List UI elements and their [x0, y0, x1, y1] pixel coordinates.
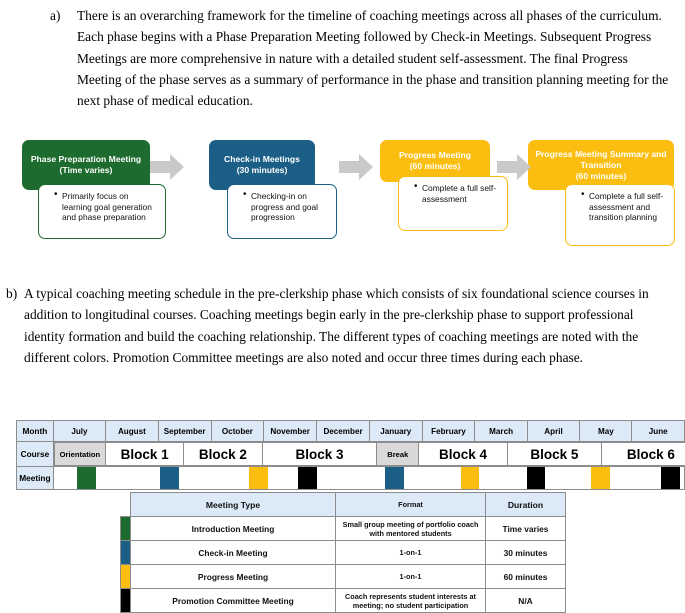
calendar-course-block: Orientation	[54, 442, 106, 466]
calendar-meeting-gap	[96, 467, 160, 489]
calendar-meeting-marker	[160, 467, 179, 489]
calendar-meeting-strip	[54, 467, 680, 489]
calendar-course-row	[17, 442, 685, 467]
calendar-course-block: Block 2	[184, 442, 262, 466]
flow-node-header-2	[209, 140, 315, 190]
legend-color-swatch	[121, 541, 131, 565]
calendar-meeting-marker	[249, 467, 268, 489]
paragraph-a-text: There is an overarching framework for the timeline of coaching meetings across all phases of the curriculum. Each phase begins with a Phase Preparation Meeting followed by Check-in Meetings. Subsequent Progress Meetings are more comprehensive in nature with a detailed student self-assessment. The final Progress Meeting of the phase serves as a summary of performance in the phase and transition planning meeting for the next phase of medical education.	[77, 8, 669, 109]
legend-meeting-type: Introduction Meeting	[131, 517, 336, 541]
legend-duration: Time varies	[486, 517, 566, 541]
calendar-course-block: Block 5	[508, 442, 602, 466]
legend-row	[121, 541, 566, 565]
calendar-course-block: Block 1	[106, 442, 184, 466]
legend-meeting-type: Progress Meeting	[131, 565, 336, 589]
calendar-course-container	[53, 442, 684, 467]
calendar-meeting-container	[53, 467, 684, 490]
flow-node-title: Progress Meeting Summary and Transition	[535, 148, 667, 170]
flow-node-duration: (60 minutes)	[575, 170, 627, 181]
calendar-meeting-marker	[77, 467, 97, 489]
right-arrow-icon	[150, 154, 186, 180]
flow-node-detail-4	[565, 184, 675, 246]
flow-node-header-4	[528, 140, 674, 190]
calendar-meeting-gap	[268, 467, 298, 489]
flow-node-header-text	[399, 150, 471, 172]
calendar-month-cell: November	[264, 421, 317, 442]
calendar-month-row	[17, 421, 685, 442]
flow-node-duration: (60 minutes)	[409, 161, 461, 171]
legend-swatch-spacer	[121, 493, 131, 517]
legend-row	[121, 517, 566, 541]
legend-header-3: Duration	[486, 493, 566, 517]
flow-node-bullet: • Complete a full self-assessment	[415, 183, 500, 204]
legend-duration: 60 minutes	[486, 565, 566, 589]
flow-node-title: Phase Preparation Meeting	[30, 154, 142, 164]
calendar-month-cell: October	[211, 421, 264, 442]
legend-row	[121, 565, 566, 589]
arrow-shaft	[497, 161, 519, 173]
calendar-month-cell: August	[106, 421, 159, 442]
legend-format: 1-on-1	[336, 565, 486, 589]
flow-node-bullet-list	[47, 191, 158, 223]
calendar-meeting-marker	[461, 467, 480, 489]
flow-node-bullet: • Checking-in on progress and goal progression	[244, 191, 329, 223]
arrow-shaft	[150, 161, 172, 173]
flow-node-duration: (Time varies)	[59, 165, 113, 175]
calendar-meeting-gap	[545, 467, 591, 489]
legend-header-2: Format	[336, 493, 486, 517]
coaching-meeting-flowchart	[0, 136, 685, 261]
calendar-row-label-meeting: Meeting	[17, 467, 54, 490]
flow-node-header-1	[22, 140, 150, 190]
flow-node-header-text	[532, 149, 670, 182]
legend-format: Small group meeting of portfolio coach with mentored students	[336, 517, 486, 541]
legend-body	[121, 493, 566, 613]
legend-duration: 30 minutes	[486, 541, 566, 565]
flow-node-bullet-list	[574, 191, 667, 223]
paragraph-b	[4, 283, 667, 368]
calendar-month-cell: January	[369, 421, 422, 442]
calendar-month-cell: December	[317, 421, 370, 442]
calendar-meeting-gap	[404, 467, 461, 489]
legend-duration: N/A	[486, 589, 566, 613]
calendar-meeting-gap	[479, 467, 527, 489]
flow-node-detail-2	[227, 184, 337, 239]
calendar-meeting-gap	[317, 467, 385, 489]
legend-row	[121, 589, 566, 613]
calendar-month-cell: March	[475, 421, 527, 442]
calendar-meeting-gap	[54, 467, 77, 489]
flow-node-detail-3	[398, 176, 508, 231]
meeting-type-legend-table	[120, 492, 566, 613]
calendar-body	[17, 421, 685, 490]
legend-meeting-type: Check-in Meeting	[131, 541, 336, 565]
flow-node-title: Check-in Meetings	[224, 154, 300, 164]
calendar-row-label-course: Course	[17, 442, 54, 467]
calendar-month-cell: September	[158, 421, 211, 442]
legend-header-1: Meeting Type	[131, 493, 336, 517]
calendar-meeting-marker	[298, 467, 317, 489]
calendar-course-block: Block 3	[263, 442, 378, 466]
calendar-meeting-marker	[385, 467, 404, 489]
calendar-course-block: Block 6	[602, 442, 685, 466]
flow-node-duration: (30 minutes)	[236, 165, 288, 175]
arrow-head	[359, 154, 373, 180]
paragraph-a-marker: a)	[50, 8, 61, 23]
legend-format: 1-on-1	[336, 541, 486, 565]
calendar-row-label-month: Month	[17, 421, 54, 442]
flow-node-bullet: • Complete a full self-assessment and transition planning	[582, 191, 667, 223]
calendar-meeting-gap	[610, 467, 662, 489]
legend-color-swatch	[121, 565, 131, 589]
legend-color-swatch	[121, 589, 131, 613]
flow-node-bullet: • Primarily focus on learning goal generation and phase preparation	[55, 191, 158, 223]
flow-node-header-text	[31, 154, 141, 176]
paragraph-a	[20, 5, 670, 111]
calendar-course-block: Break	[377, 442, 419, 466]
academic-year-calendar-table	[16, 420, 685, 490]
arrow-head	[170, 154, 184, 180]
calendar-month-cell: July	[53, 421, 105, 442]
calendar-course-block: Block 4	[419, 442, 508, 466]
calendar-month-cell: May	[580, 421, 632, 442]
legend-format: Coach represents student interests at meeting; no student participation	[336, 589, 486, 613]
flow-node-bullet-list	[407, 183, 500, 204]
arrow-shaft	[339, 161, 361, 173]
calendar-meeting-row	[17, 467, 685, 490]
flow-node-detail-1	[38, 184, 166, 239]
calendar-meeting-gap	[179, 467, 249, 489]
paragraph-b-text: A typical coaching meeting schedule in the pre-clerkship phase which consists of six foundational science courses in addition to longitudinal courses. Coaching meetings begin early in the pre-clerkship phase to support professional identity formation and build the coaching relationship. The different types of coaching meetings are noted with the different colors. Promotion Committee meetings are also noted and occur three times during each phase.	[24, 286, 649, 365]
calendar-meeting-marker	[591, 467, 610, 489]
legend-meeting-type: Promotion Committee Meeting	[131, 589, 336, 613]
calendar-month-cell: June	[632, 421, 685, 442]
right-arrow-icon	[339, 154, 375, 180]
right-arrow-icon	[497, 154, 533, 180]
calendar-month-cell: April	[527, 421, 579, 442]
calendar-meeting-marker	[527, 467, 546, 489]
flow-node-title: Progress Meeting	[398, 150, 472, 160]
paragraph-b-marker: b)	[6, 286, 18, 301]
calendar-course-strip	[54, 442, 680, 466]
flow-node-header-text	[224, 154, 300, 176]
legend-color-swatch	[121, 517, 131, 541]
flow-node-bullet-list	[236, 191, 329, 223]
legend-header-row	[121, 493, 566, 517]
calendar-meeting-marker	[661, 467, 680, 489]
arrow-head	[517, 154, 531, 180]
calendar-month-cell: February	[422, 421, 475, 442]
